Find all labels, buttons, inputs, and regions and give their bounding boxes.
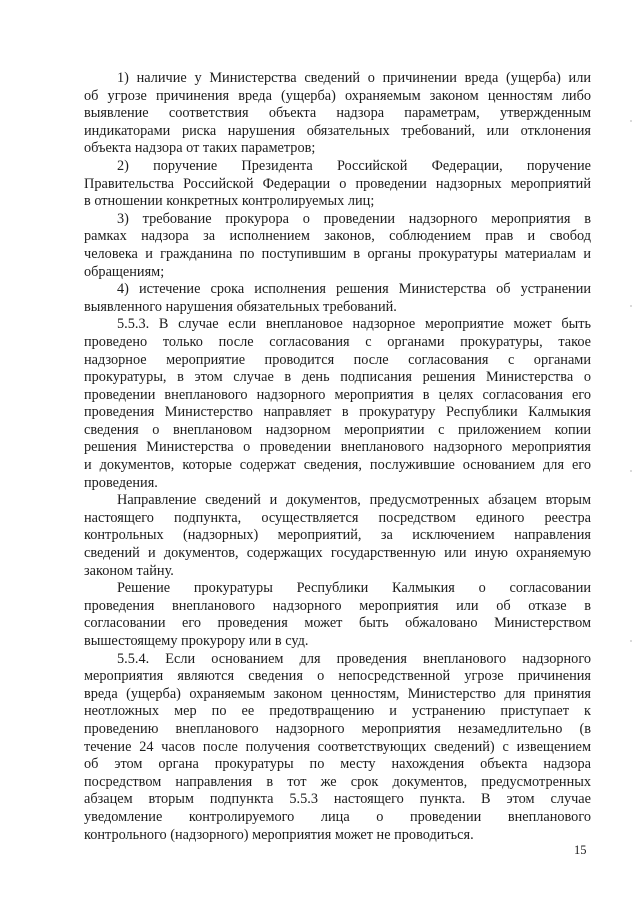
- paragraph-line: в отношении конкретных контролируемых лиц;: [84, 193, 375, 210]
- paragraph-line: законом тайну.: [84, 562, 174, 579]
- paragraph-line: надзорное мероприятие проводится после согласования с органами: [84, 351, 591, 368]
- paragraph-line: человека и гражданина по поступившим в органы прокуратуры материалам и: [84, 245, 591, 262]
- paragraph-line: обращениям;: [84, 263, 165, 280]
- paragraph-line: 5.5.4. Если основанием для проведения внепланового надзорного: [117, 650, 591, 667]
- paragraph-line: согласовании его проведения может быть обжаловано Министерством: [84, 615, 591, 632]
- paragraph: [84, 211, 591, 281]
- paragraph-line: решения Министерства о проведении внепланового надзорного мероприятия: [84, 439, 591, 456]
- page-number: 15: [574, 843, 587, 857]
- paragraph-line: настоящего подпункта, осуществляется посредством единого реестра: [84, 509, 591, 526]
- paragraph-line: 4) истечение срока исполнения решения Министерства об устранении: [117, 281, 591, 298]
- paragraph-line: вреда (ущерба) охраняемым законом ценностям, Министерство для принятия: [84, 685, 591, 702]
- paragraph-line: объекта надзора от таких параметров;: [84, 140, 316, 157]
- paragraph-line: мероприятия являются сведения о непосредственной угрозе причинения: [84, 668, 591, 685]
- paragraph-line: уведомление контролируемого лица о проведении внепланового: [84, 808, 591, 825]
- document-body: [84, 70, 591, 844]
- paragraph-line: течение 24 часов после получения соответствующих сведений) с извещением: [84, 738, 591, 755]
- paragraph-line: проведении внепланового надзорного мероприятия в целях согласования его: [84, 386, 591, 403]
- paragraph-line: Решение прокуратуры Республики Калмыкия о согласовании: [117, 580, 591, 597]
- paragraph-line: проведено только после согласования с органами прокуратуры, такое: [84, 333, 591, 350]
- paragraph-line: абзацем вторым подпункта 5.5.3 настоящего пункта. В этом случае: [84, 791, 591, 808]
- paragraph-line: 1) наличие у Министерства сведений о причинении вреда (ущерба) или: [117, 70, 591, 86]
- paragraph-line: индикаторами риска нарушения обязательных требований, или отклонения: [84, 122, 591, 139]
- paragraph-line: сведения о внеплановом надзорном мероприятии с приложением копии: [84, 421, 591, 438]
- paragraph-line: проведения Министерство направляет в прокуратуру Республики Калмыкия: [84, 404, 591, 421]
- paragraph-line: 5.5.3. В случае если внеплановое надзорное мероприятие может быть: [117, 316, 591, 333]
- paragraph-line: прокуратуры, в этом случае в день подписания решения Министерства о: [84, 369, 591, 386]
- paragraph-line: рамках надзора за исполнением законов, соблюдением прав и свобод: [84, 228, 591, 245]
- paragraph-line: выявленного нарушения обязательных требований.: [84, 298, 397, 315]
- paragraph: [84, 492, 591, 580]
- paragraph: [84, 70, 591, 158]
- paragraph-line: об угрозе причинения вреда (ущерба) охраняемым законом ценностям либо: [84, 87, 591, 104]
- paragraph: [84, 158, 591, 211]
- paragraph-line: проведению внепланового надзорного мероприятия незамедлительно (в: [84, 720, 591, 737]
- paragraph-line: проведения внепланового надзорного мероприятия или об отказе в: [84, 597, 591, 614]
- paragraph-line: проведения.: [84, 474, 158, 491]
- paragraph-line: вышестоящему прокурору или в суд.: [84, 633, 309, 649]
- paragraph: [84, 316, 591, 492]
- scan-edge-specks: [630, 0, 634, 905]
- paragraph-line: 3) требование прокурора о проведении надзорного мероприятия в: [117, 210, 591, 227]
- paragraph-line: 2) поручение Президента Российской Федерации, поручение: [117, 157, 591, 174]
- paragraph-line: Правительства Российской Федерации о проведении надзорных мероприятий: [84, 175, 591, 192]
- paragraph-line: сведений и документов, содержащих государственную или иную охраняемую: [84, 545, 591, 562]
- paragraph-line: контрольных (надзорных) мероприятий, за исключением направления: [84, 527, 591, 544]
- paragraph-line: выявление соответствия объекта надзора параметрам, утвержденным: [84, 105, 591, 122]
- paragraph: [84, 281, 591, 316]
- paragraph-line: и документов, которые содержат сведения, послужившие основанием для его: [84, 457, 591, 474]
- paragraph: [84, 580, 591, 650]
- paragraph-line: неотложных мер по ее предотвращению и устранению приступает к: [84, 703, 591, 720]
- paragraph: [84, 651, 591, 845]
- paragraph-line: Направление сведений и документов, предусмотренных абзацем вторым: [117, 492, 591, 509]
- paragraph-line: контрольного (надзорного) мероприятия может не проводиться.: [84, 826, 474, 843]
- paragraph-line: об этом органа прокуратуры по месту нахождения объекта надзора: [84, 756, 591, 773]
- paragraph-line: посредством направления в тот же срок документов, предусмотренных: [84, 773, 591, 790]
